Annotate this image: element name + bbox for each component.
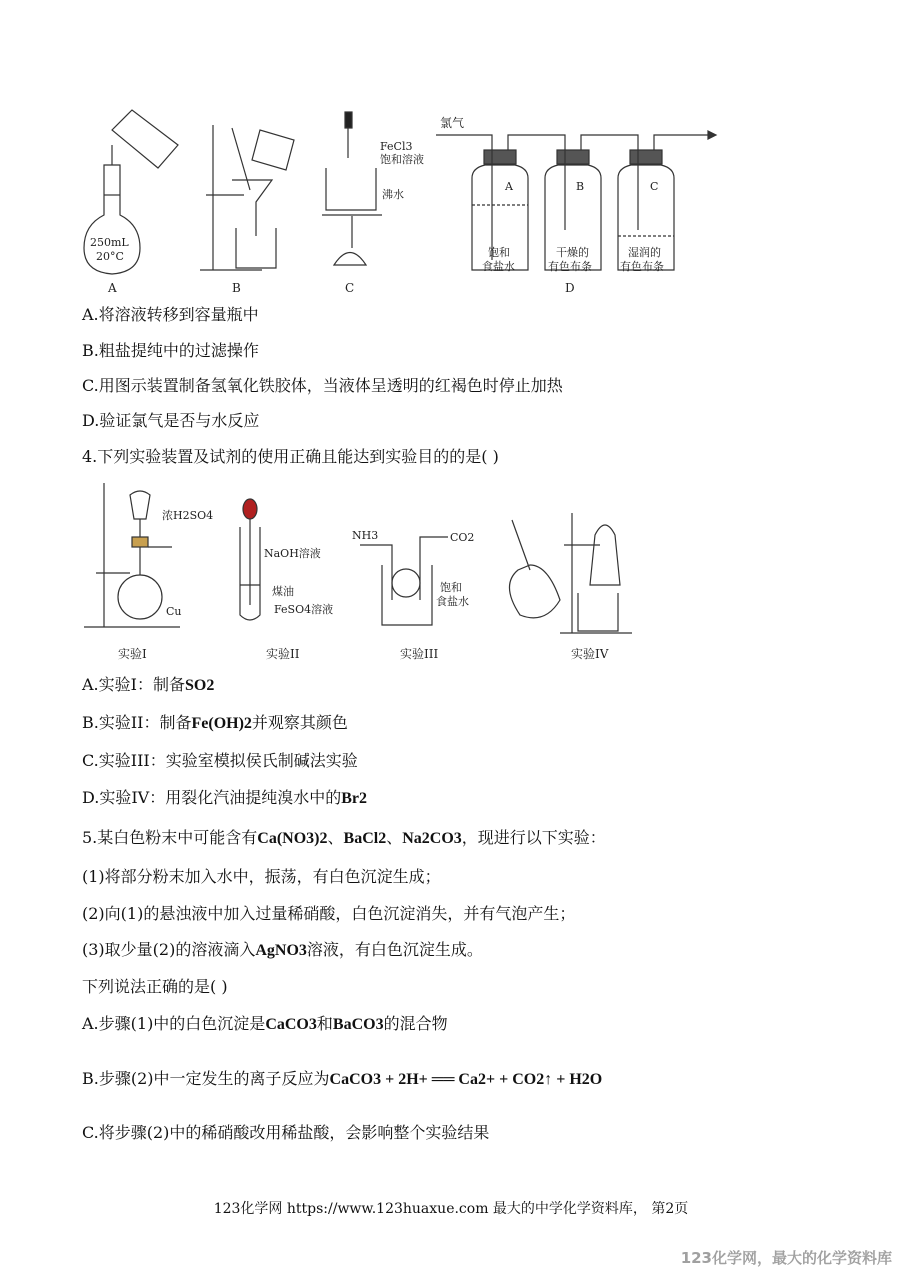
- bottle-b-caption-2: 有色布条: [548, 260, 592, 273]
- q5-option-c: C.将步骤(2)中的稀硝酸改用稀盐酸，会影响整个实验结果: [82, 1123, 490, 1142]
- q4-option-c: C.实验III：实验室模拟侯氏制碱法实验: [82, 751, 358, 770]
- q5-stem: 5.某白色粉末中可能含有Ca(NO3)2、BaCl2、Na2CO3，现进行以下实验：: [82, 828, 606, 847]
- fig1-label-c: C: [345, 281, 355, 295]
- bottle-a-caption-2: 食盐水: [482, 260, 515, 273]
- bottle-c-label: C: [650, 180, 659, 193]
- q3-option-b: B.粗盐提纯中的过滤操作: [82, 341, 259, 360]
- q5-ask: 下列说法正确的是( ): [82, 977, 228, 996]
- fecl3-sat-label: 饱和溶液: [380, 153, 424, 166]
- fig1-label-b: B: [232, 281, 241, 295]
- naoh-label: NaOH溶液: [264, 547, 321, 560]
- q3-option-d: D.验证氯气是否与水反应: [82, 411, 260, 430]
- co2-label: CO2: [450, 531, 475, 544]
- brine-label-1: 饱和: [440, 581, 462, 594]
- flask-volume: 250mL: [90, 236, 129, 249]
- fig1-label-d: D: [565, 281, 575, 295]
- q5-option-a: A.步骤(1)中的白色沉淀是CaCO3和BaCO3的混合物: [82, 1014, 448, 1033]
- flask-temp: 20°C: [96, 250, 124, 263]
- bottle-b-caption-1: 干燥的: [556, 246, 589, 259]
- q5-step-3: (3)取少量(2)的溶液滴入AgNO3溶液，有白色沉淀生成。: [82, 940, 483, 959]
- figure-q3-apparatus: [0, 0, 902, 300]
- kerosene-label: 煤油: [272, 585, 294, 598]
- fig1-label-a: A: [108, 281, 117, 295]
- bottle-c-caption-2: 有色布条: [620, 260, 664, 273]
- bottle-b-label: B: [576, 180, 585, 193]
- q4-option-b: B.实验II：制备Fe(OH)2并观察其颜色: [82, 713, 348, 732]
- bottle-a-label: A: [505, 180, 513, 193]
- q4-stem: 4.下列实验装置及试剂的使用正确且能达到实验目的的是( ): [82, 447, 499, 466]
- exp4-label: 实验IV: [571, 647, 609, 661]
- q5-step-2: (2)向(1)的悬浊液中加入过量稀硝酸，白色沉淀消失，并有气泡产生；: [82, 904, 576, 923]
- h2so4-label: 浓H2SO4: [162, 509, 214, 522]
- chlorine-label: 氯气: [440, 116, 465, 130]
- cu-label: Cu: [166, 605, 182, 618]
- bottle-c-caption-1: 湿润的: [628, 246, 661, 259]
- page-footer: 123化学网 https://www.123huaxue.com 最大的中学化学资料库， 第2页: [213, 1201, 689, 1217]
- figure-q4-apparatus: [0, 475, 902, 665]
- q3-option-a: A.将溶液转移到容量瓶中: [82, 305, 259, 324]
- q4-option-d: D.实验IV：用裂化汽油提纯溴水中的Br2: [82, 788, 368, 807]
- watermark: 123化学网，最大的化学资料库: [680, 1249, 892, 1267]
- q5-option-b: B.步骤(2)中一定发生的离子反应为CaCO3 + 2H+ ══ Ca2+ + CO2↑ + H2O: [82, 1069, 603, 1088]
- q3-option-c: C.用图示装置制备氢氧化铁胶体，当液体呈透明的红褐色时停止加热: [82, 376, 563, 395]
- exp2-label: 实验II: [266, 647, 300, 661]
- nh3-label: NH3: [352, 529, 379, 542]
- feso4-label: FeSO4溶液: [274, 603, 334, 616]
- bottle-a-caption-1: 饱和: [488, 246, 510, 259]
- exp1-label: 实验I: [118, 647, 147, 661]
- boil-water-label: 沸水: [382, 188, 404, 201]
- exp3-label: 实验III: [400, 647, 439, 661]
- fecl3-label: FeCl3: [380, 140, 413, 153]
- q5-step-1: (1)将部分粉末加入水中，振荡，有白色沉淀生成；: [82, 867, 441, 886]
- brine-label-2: 食盐水: [436, 595, 469, 608]
- q4-option-a: A.实验I：制备SO2: [82, 675, 215, 694]
